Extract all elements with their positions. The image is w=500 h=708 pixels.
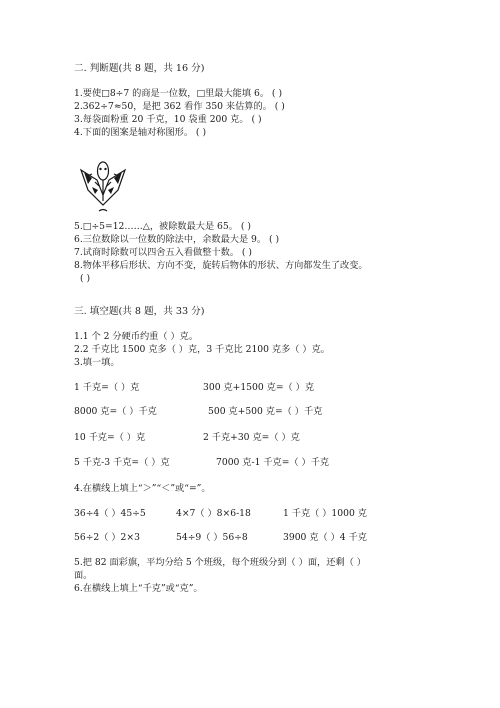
fill-row2-left: 8000 克=（ ）千克	[74, 406, 157, 417]
judge-q2: 2.362÷7≈50，是把 362 看作 350 来估算的。 ( )	[74, 101, 285, 112]
fill-q4: 4.在横线上填上“＞”“＜”或“=”。	[74, 483, 211, 494]
fill-row1-left: 1 千克=（ ）克	[74, 382, 140, 393]
fill-row4-left: 5 千克-3 千克=（ ）克	[74, 457, 170, 468]
fill-row3-left: 10 千克=（ ）克	[74, 432, 146, 443]
fill-row1-right: 300 克+1500 克=（ ）克	[203, 382, 315, 393]
judge-q8-bracket: ( )	[80, 273, 91, 284]
kite-figure	[78, 157, 128, 217]
compare-3: 1 千克（ ）1000 克	[283, 508, 367, 519]
fill-row2-right: 500 克+500 克=（ ）千克	[208, 406, 323, 417]
compare-6: 3900 克（ ）4 千克	[283, 532, 367, 543]
compare-1: 36÷4（ ）45÷5	[74, 508, 146, 519]
judge-q4: 4.下面的图案是轴对称图形。 ( )	[74, 127, 207, 138]
section2-title: 二. 判断题(共 8 题，共 16 分)	[74, 63, 205, 74]
fill-q5: 5.把 82 面彩旗，平均分给 5 个班级，每个班级分到（ ）面，还剩（ ）	[74, 557, 366, 568]
fill-q5-cont: 面。	[74, 570, 93, 581]
judge-q7: 7.试商时除数可以四舍五入看做整十数。 ( )	[74, 247, 252, 258]
compare-4: 56÷2（ ）2×3	[74, 532, 140, 543]
section3-title: 三. 填空题(共 8 题，共 33 分)	[74, 306, 205, 317]
fill-q3: 3.填一填。	[74, 357, 120, 368]
judge-q5: 5.□÷5=12……△，被除数最大是 65。 ( )	[74, 221, 251, 232]
fill-row3-right: 2 千克+30 克=（ ）克	[203, 432, 300, 443]
fill-q6: 6.在横线上填上“千克”或“克”。	[74, 583, 203, 594]
judge-q6: 6.三位数除以一位数的除法中，余数最大是 9。 ( )	[74, 234, 280, 245]
compare-2: 4×7（ ）8×6-18	[176, 508, 251, 519]
judge-q1: 1.要使□8÷7 的商是一位数，□里最大能填 6。 ( )	[74, 88, 283, 99]
fill-q1: 1.1 个 2 分硬币约重（ ）克。	[74, 331, 199, 342]
judge-q8: 8.物体平移后形状、方向不变，旋转后物体的形状、方向都发生了改变。	[74, 260, 368, 271]
compare-5: 54÷9（ ）56÷8	[176, 532, 248, 543]
fill-q2: 2.2 千克比 1500 克多（ ）克，3 千克比 2100 克多（ ）克。	[74, 344, 330, 355]
judge-q3: 3.每袋面粉重 20 千克，10 袋重 200 克。 ( )	[74, 114, 262, 125]
fill-row4-right: 7000 克-1 千克=（ ）千克	[216, 457, 330, 468]
